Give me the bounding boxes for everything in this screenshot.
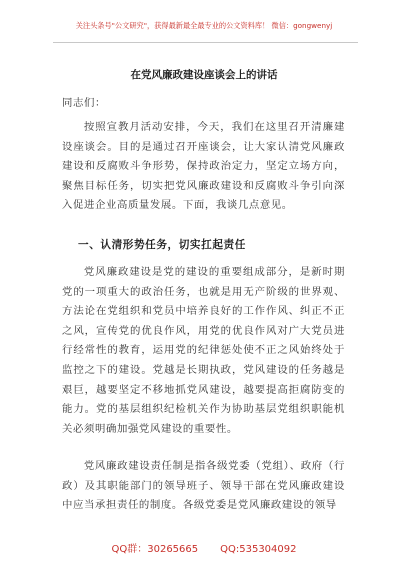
body-paragraph-1: 党风廉政建设是党的建设的重要组成部分，是新时期党的一项重大的政治任务，也就是用无产阶级的世界观、方法论在党组织和党员中培养良好的工作作风、纠正不正之风，宣传党的优良作风，用党的优良作风对广大党员进行经常性的教育，运用党的纪律惩处使不正之风始终处于监控之下的建设。党越是长期执政，党风建设的任务越是艰巨，越要坚定不移地抓党风建设，越要提高拒腐防变的能力。党的基层组织纪检机关作为协助基层党组织职能机关必须明确加强党风建设的重要性。	[62, 266, 345, 435]
section-heading: 一、认清形势任务，切实扛起责任	[78, 239, 246, 251]
document-title: 在党风廉政建设座谈会上的讲话	[130, 69, 278, 81]
intro-paragraph: 按照宣教月活动安排，今天，我们在这里召开清廉建设座谈会。目的是通过召开座谈会，让大家认清党风廉政建设和反腐败斗争形势，保持政治定力，坚定立场方向，聚焦目标任务，切实把党风廉政建设和反腐败斗争引向深入促进企业高质量发展。下面，我谈几点意见。	[62, 121, 345, 212]
footer-qq-group: QQ群：30265665	[111, 544, 199, 555]
header-banner: 关注头条号"公文研究"，获得最新最全最专业的公文资料库！ 微信：gongwenyj	[75, 21, 333, 30]
header-divider	[53, 42, 358, 43]
footer-qq-number: QQ:535304092	[220, 544, 297, 555]
footer-contact	[0, 540, 408, 555]
salutation: 同志们：	[62, 97, 106, 109]
body-paragraph-2: 党风廉政建设责任制是指各级党委（党组）、政府（行政）及其职能部门的领导班子、领导干部在党风廉政建设中应当承担责任的制度。各级党委是党风廉政建设的领导	[62, 460, 345, 512]
